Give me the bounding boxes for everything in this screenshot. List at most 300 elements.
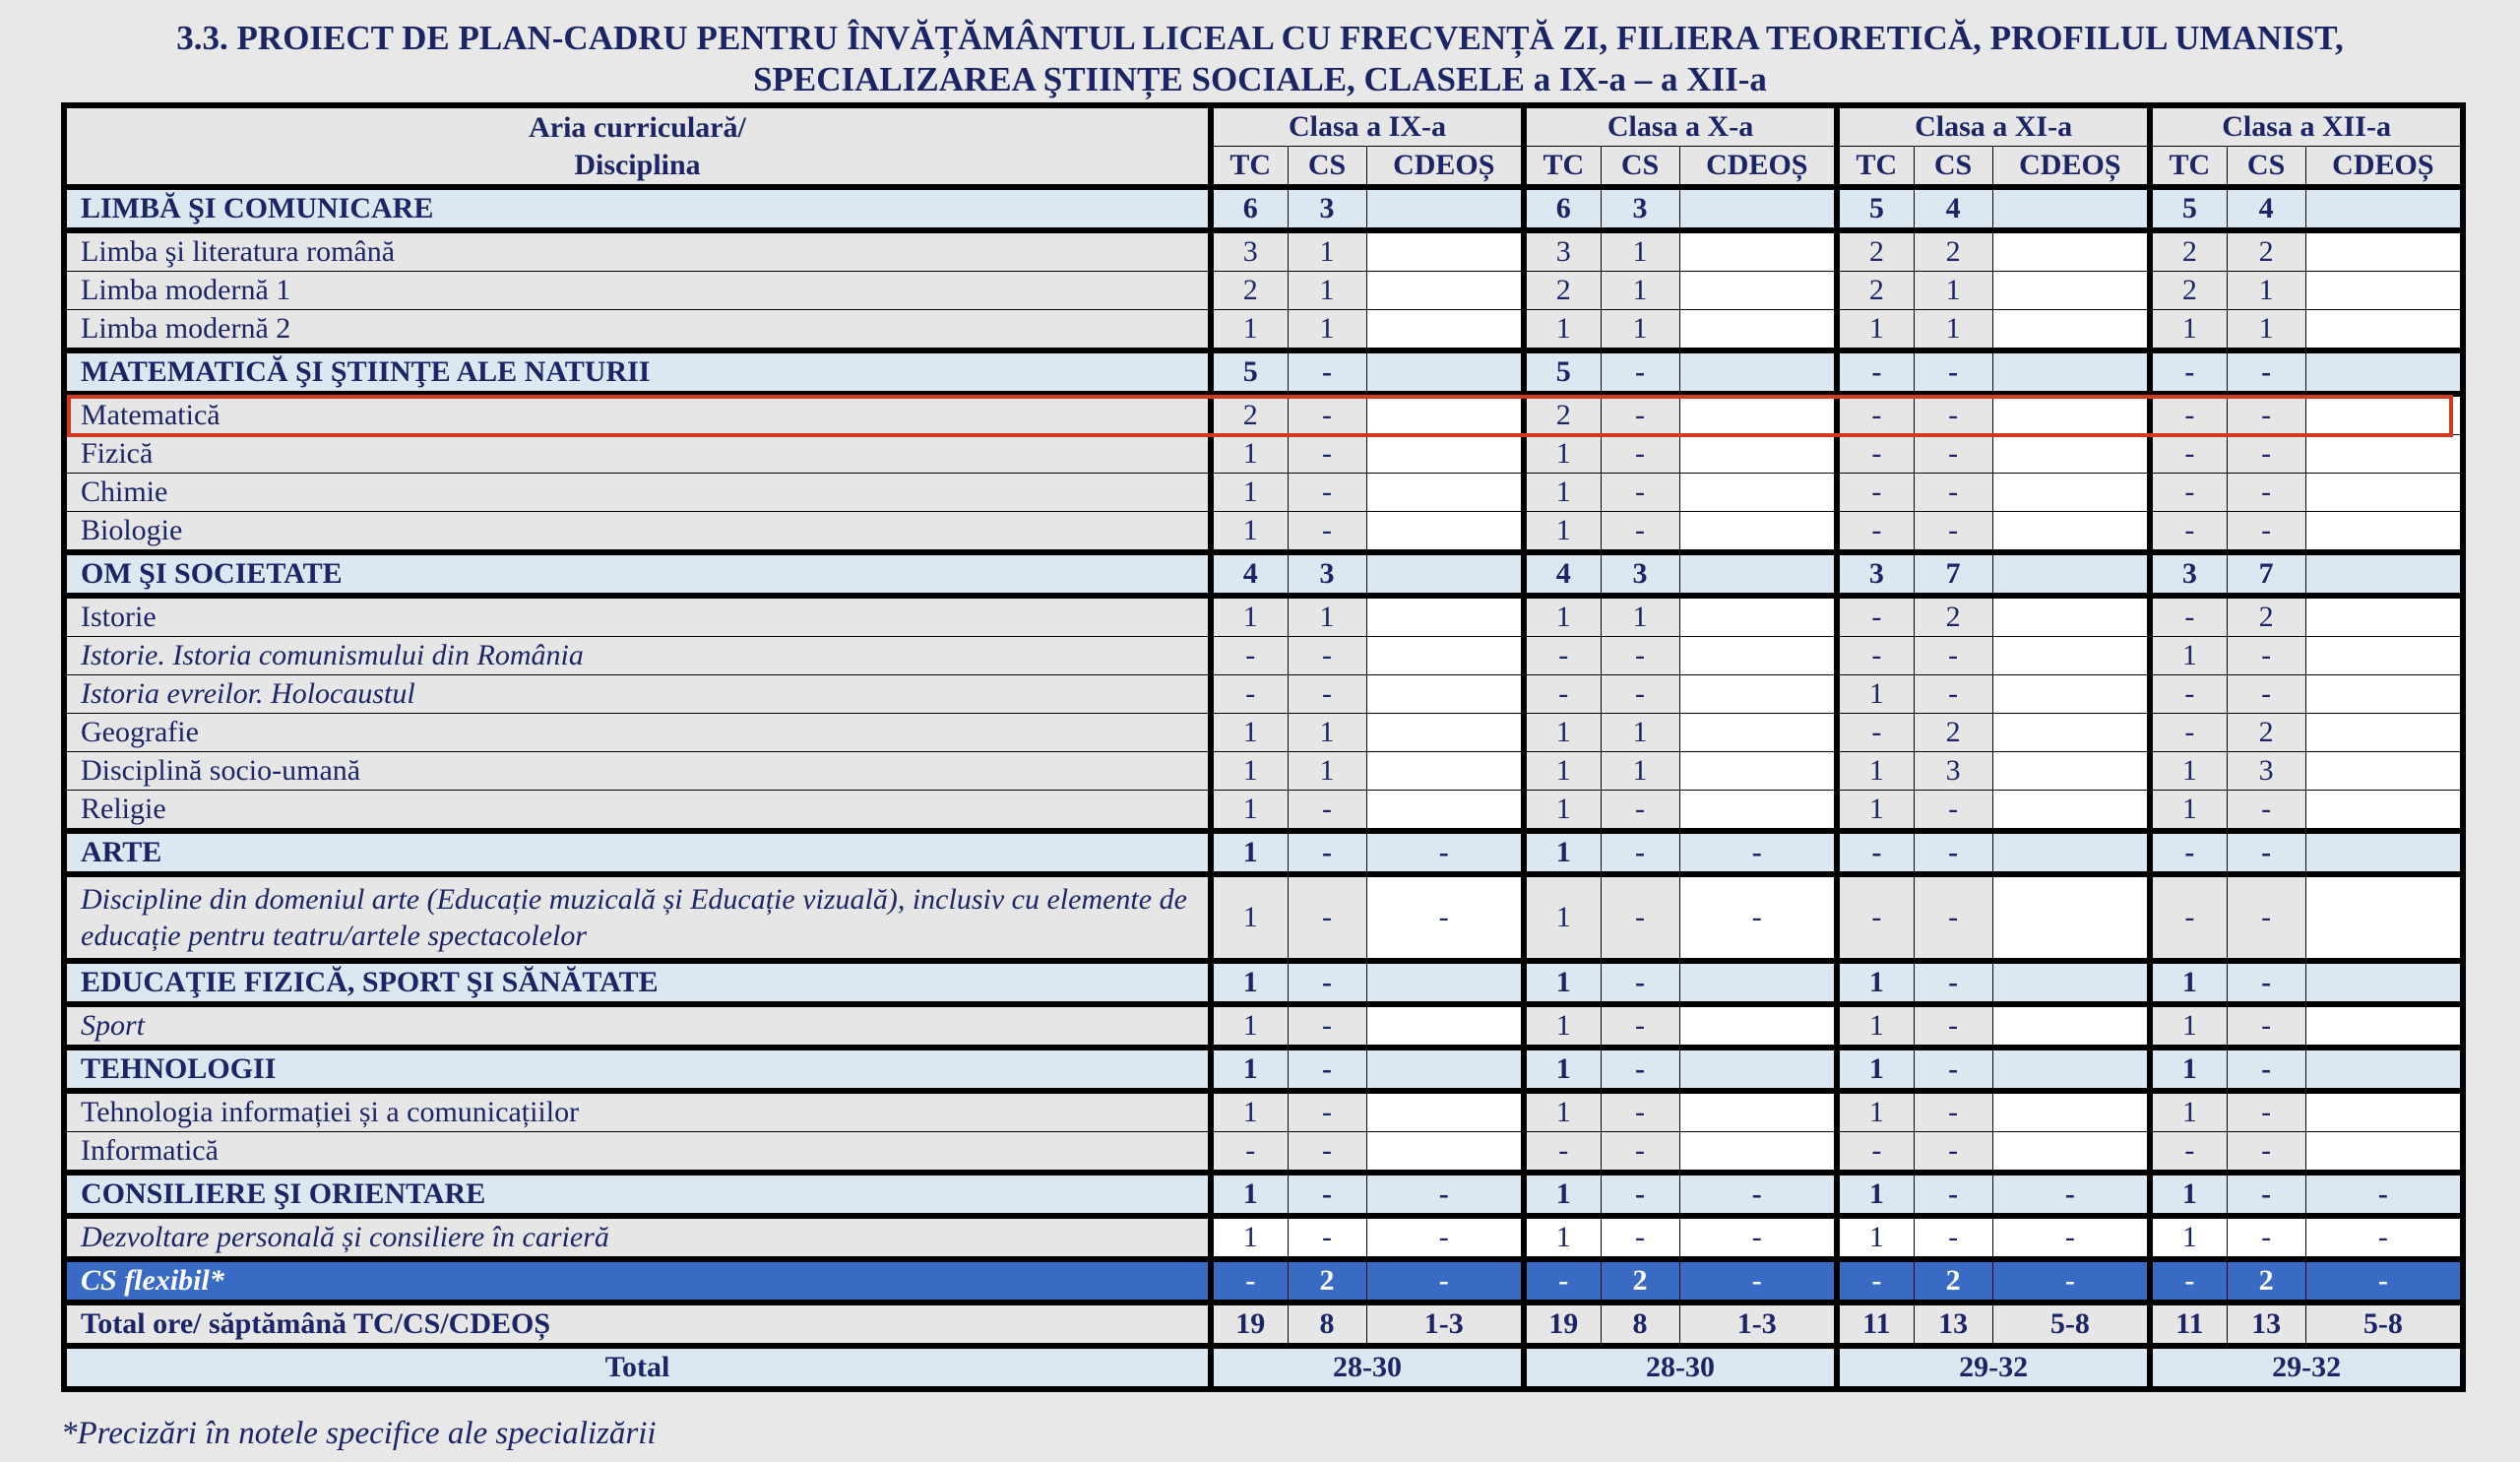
hours-cell: - xyxy=(1601,831,1679,874)
hours-cell: 1 xyxy=(2227,272,2305,310)
hours-cell: - xyxy=(2227,512,2305,553)
hours-cell xyxy=(1992,714,2150,752)
hours-cell: - xyxy=(2227,394,2305,435)
hours-cell: - xyxy=(1601,1004,1679,1048)
hours-cell: 1 xyxy=(1211,310,1288,351)
hours-cell: 3 xyxy=(1601,552,1679,596)
hours-cell: - xyxy=(1914,1004,1992,1048)
discipline-name: Total ore/ săptămână TC/CS/CDEOȘ xyxy=(64,1303,1211,1346)
hours-cell: - xyxy=(1601,791,1679,832)
hours-cell: 13 xyxy=(1914,1303,1992,1346)
hours-cell xyxy=(1366,1004,1524,1048)
curricular-area-row xyxy=(64,187,2463,230)
hours-cell xyxy=(1366,350,1524,394)
hours-cell: 1 xyxy=(1837,961,1914,1004)
hours-cell: 1 xyxy=(1601,272,1679,310)
hours-cell xyxy=(1366,791,1524,832)
hours-cell: - xyxy=(1679,874,1837,961)
hours-cell: 2 xyxy=(2227,230,2305,272)
hours-cell: - xyxy=(1837,1259,1914,1303)
hours-cell: - xyxy=(1288,350,1366,394)
hours-cell: 2 xyxy=(1837,272,1914,310)
discipline-name: Dezvoltare personală și consiliere în carieră xyxy=(64,1216,1211,1259)
hours-cell: - xyxy=(1211,637,1288,675)
hours-cell: 1 xyxy=(1524,512,1601,553)
table-row xyxy=(64,714,2463,752)
hours-cell xyxy=(1679,1004,1837,1048)
hours-cell: - xyxy=(1288,435,1366,474)
hours-cell: - xyxy=(1914,1216,1992,1259)
hours-cell xyxy=(1992,1004,2150,1048)
hours-cell xyxy=(1366,637,1524,675)
hours-cell: - xyxy=(2227,675,2305,714)
hours-cell: - xyxy=(1679,831,1837,874)
header-area-discipline xyxy=(64,105,1211,187)
hours-cell xyxy=(1366,512,1524,553)
hours-cell: - xyxy=(1837,512,1914,553)
title-line-1: 3.3. PROIECT DE PLAN-CADRU PENTRU ÎNVĂȚĂMÂNTUL LICEAL CU FRECVENȚĂ ZI, FILIERA TEORETICĂ, PROFILUL UMANIST, xyxy=(176,19,2344,57)
hours-cell xyxy=(1366,394,1524,435)
hours-cell: 1 xyxy=(1837,1004,1914,1048)
hours-cell xyxy=(1366,961,1524,1004)
hours-cell: - xyxy=(1288,1173,1366,1216)
hours-cell: - xyxy=(2150,596,2227,637)
hours-cell: 3 xyxy=(1914,752,1992,791)
hours-cell: - xyxy=(1601,637,1679,675)
hours-cell xyxy=(1679,310,1837,351)
hours-cell xyxy=(1992,637,2150,675)
hours-cell: 1 xyxy=(1524,1091,1601,1132)
hours-cell: 1 xyxy=(1211,512,1288,553)
hours-cell: 2 xyxy=(1914,714,1992,752)
hours-cell: 2 xyxy=(1524,272,1601,310)
subheader-tc: TC xyxy=(1524,147,1601,188)
hours-cell: 1 xyxy=(1837,1173,1914,1216)
hours-cell xyxy=(1366,752,1524,791)
hours-cell: 1 xyxy=(1601,310,1679,351)
hours-cell: - xyxy=(1288,1216,1366,1259)
hours-cell: 1 xyxy=(2150,310,2227,351)
hours-cell: - xyxy=(1601,512,1679,553)
hours-cell xyxy=(1992,1132,2150,1174)
hours-cell xyxy=(1992,1048,2150,1091)
hours-cell: 1 xyxy=(1211,1048,1288,1091)
hours-cell xyxy=(1366,675,1524,714)
hours-cell: 2 xyxy=(1601,1259,1679,1303)
hours-cell xyxy=(1366,596,1524,637)
hours-cell xyxy=(1679,791,1837,832)
hours-cell xyxy=(1679,552,1837,596)
hours-cell: 5 xyxy=(1211,350,1288,394)
hours-cell: - xyxy=(1288,394,1366,435)
hours-cell: - xyxy=(2227,350,2305,394)
hours-cell: - xyxy=(1601,1216,1679,1259)
hours-cell xyxy=(1679,272,1837,310)
curricular-area-row xyxy=(64,350,2463,394)
hours-cell: - xyxy=(1914,874,1992,961)
hours-cell: - xyxy=(1288,1048,1366,1091)
header-row-classes xyxy=(64,105,2463,147)
grand-total-label: Total xyxy=(64,1346,1211,1389)
grand-total-value: 28-30 xyxy=(1524,1346,1837,1389)
hours-cell: - xyxy=(2150,831,2227,874)
discipline-name: Limba şi literatura română xyxy=(64,230,1211,272)
hours-cell: 19 xyxy=(1211,1303,1288,1346)
hours-cell xyxy=(2305,675,2463,714)
hours-cell: - xyxy=(2227,874,2305,961)
hours-cell: 1-3 xyxy=(1679,1303,1837,1346)
hours-cell: - xyxy=(1524,1259,1601,1303)
hours-cell: 1 xyxy=(2150,961,2227,1004)
hours-cell xyxy=(2305,512,2463,553)
curricular-area-row xyxy=(64,961,2463,1004)
hours-cell xyxy=(1679,637,1837,675)
hours-cell: 2 xyxy=(2227,1259,2305,1303)
hours-cell: - xyxy=(1288,637,1366,675)
hours-cell xyxy=(1679,1048,1837,1091)
hours-cell: 1 xyxy=(2150,1173,2227,1216)
area-name: LIMBĂ ŞI COMUNICARE xyxy=(64,187,1211,230)
hours-cell: - xyxy=(1914,1173,1992,1216)
hours-cell: - xyxy=(2150,474,2227,512)
hours-cell: 3 xyxy=(2150,552,2227,596)
hours-cell: - xyxy=(1837,831,1914,874)
hours-cell xyxy=(1366,474,1524,512)
hours-cell: 1 xyxy=(1601,596,1679,637)
subheader-tc: TC xyxy=(1837,147,1914,188)
curricular-area-row xyxy=(64,1048,2463,1091)
hours-cell xyxy=(1679,752,1837,791)
hours-cell: - xyxy=(2227,791,2305,832)
hours-cell: - xyxy=(1914,791,1992,832)
footnote: *Precizări în notele specifice ale specializării xyxy=(61,1416,657,1451)
hours-cell: 1 xyxy=(1288,714,1366,752)
hours-cell xyxy=(1679,675,1837,714)
hours-cell: - xyxy=(1601,874,1679,961)
hours-cell xyxy=(1992,187,2150,230)
hours-cell: 2 xyxy=(2227,596,2305,637)
discipline-name: Informatică xyxy=(64,1132,1211,1174)
hours-cell: 1 xyxy=(1524,1048,1601,1091)
table-row xyxy=(64,675,2463,714)
hours-cell: 1 xyxy=(1524,791,1601,832)
hours-cell: - xyxy=(1601,350,1679,394)
hours-cell: 3 xyxy=(2227,752,2305,791)
hours-cell: 5 xyxy=(1837,187,1914,230)
hours-cell: - xyxy=(2227,637,2305,675)
hours-cell: - xyxy=(1288,874,1366,961)
hours-cell: 1 xyxy=(2150,1048,2227,1091)
hours-cell: 4 xyxy=(1211,552,1288,596)
hours-cell xyxy=(1992,596,2150,637)
hours-cell xyxy=(2305,1132,2463,1174)
hours-cell xyxy=(1366,1048,1524,1091)
hours-cell: - xyxy=(1837,350,1914,394)
page-title xyxy=(0,18,2520,100)
hours-cell xyxy=(1679,512,1837,553)
table-row xyxy=(64,637,2463,675)
discipline-name: Istoria evreilor. Holocaustul xyxy=(64,675,1211,714)
hours-cell: - xyxy=(2150,394,2227,435)
hours-cell: 2 xyxy=(2150,230,2227,272)
hours-cell: - xyxy=(1992,1259,2150,1303)
hours-cell xyxy=(1992,230,2150,272)
hours-cell: 1 xyxy=(1524,596,1601,637)
hours-cell: 1 xyxy=(1524,752,1601,791)
hours-cell: 2 xyxy=(1914,230,1992,272)
hours-cell xyxy=(2305,394,2463,435)
hours-cell: - xyxy=(1288,1004,1366,1048)
hours-cell: 1 xyxy=(2150,1216,2227,1259)
hours-cell: - xyxy=(1914,1132,1992,1174)
table-row xyxy=(64,310,2463,351)
hours-cell xyxy=(1679,435,1837,474)
hours-cell: - xyxy=(1601,435,1679,474)
hours-cell xyxy=(1366,1091,1524,1132)
hours-cell: 1 xyxy=(1837,310,1914,351)
hours-cell: - xyxy=(1837,474,1914,512)
hours-cell: 1 xyxy=(1211,435,1288,474)
hours-cell: - xyxy=(2150,874,2227,961)
hours-cell: 1 xyxy=(1211,1216,1288,1259)
hours-cell xyxy=(1366,552,1524,596)
hours-cell: - xyxy=(1601,1173,1679,1216)
subheader-cs: CS xyxy=(1914,147,1992,188)
hours-cell: - xyxy=(1211,1132,1288,1174)
hours-cell: - xyxy=(2150,675,2227,714)
subheader-cdeoș: CDEOȘ xyxy=(1366,147,1524,188)
hours-cell: 5-8 xyxy=(2305,1303,2463,1346)
table-row xyxy=(64,752,2463,791)
hours-cell: - xyxy=(1288,675,1366,714)
hours-cell: - xyxy=(2305,1216,2463,1259)
curricular-area-row xyxy=(64,552,2463,596)
table-row xyxy=(64,874,2463,961)
hours-cell: - xyxy=(1679,1173,1837,1216)
discipline-name: Limba modernă 2 xyxy=(64,310,1211,351)
hours-cell: 1 xyxy=(2150,637,2227,675)
hours-cell: - xyxy=(1914,394,1992,435)
table-row xyxy=(64,474,2463,512)
hours-cell xyxy=(1679,394,1837,435)
hours-cell: - xyxy=(1837,637,1914,675)
hours-cell: 11 xyxy=(2150,1303,2227,1346)
hours-cell xyxy=(1992,512,2150,553)
hours-cell: 3 xyxy=(1288,552,1366,596)
hours-cell: 2 xyxy=(1288,1259,1366,1303)
hours-cell: 1 xyxy=(1211,1173,1288,1216)
hours-cell: - xyxy=(1366,874,1524,961)
hours-cell xyxy=(1679,474,1837,512)
hours-cell: 1 xyxy=(1211,791,1288,832)
hours-cell: 1 xyxy=(1524,1173,1601,1216)
hours-cell: 3 xyxy=(1524,230,1601,272)
hours-cell: 3 xyxy=(1837,552,1914,596)
hours-cell: - xyxy=(1992,1173,2150,1216)
hours-cell: 1 xyxy=(2150,791,2227,832)
hours-cell: 1 xyxy=(2150,1091,2227,1132)
hours-cell: - xyxy=(1366,831,1524,874)
hours-cell: 1 xyxy=(1211,831,1288,874)
hours-cell: 4 xyxy=(1914,187,1992,230)
hours-cell: 1-3 xyxy=(1366,1303,1524,1346)
table-row xyxy=(64,1216,2463,1259)
grand-total-row xyxy=(64,1346,2463,1389)
hours-cell: 8 xyxy=(1601,1303,1679,1346)
hours-cell: 1 xyxy=(1288,752,1366,791)
subheader-tc: TC xyxy=(1211,147,1288,188)
subheader-cdeoș: CDEOȘ xyxy=(1992,147,2150,188)
hours-cell xyxy=(2305,552,2463,596)
hours-cell: - xyxy=(1288,961,1366,1004)
hours-cell: - xyxy=(1679,1216,1837,1259)
hours-cell: - xyxy=(2227,1091,2305,1132)
hours-cell xyxy=(1992,874,2150,961)
discipline-name: Tehnologia informației și a comunicațiilor xyxy=(64,1091,1211,1132)
hours-cell: 5 xyxy=(2150,187,2227,230)
table-row xyxy=(64,1132,2463,1174)
grand-total-value: 28-30 xyxy=(1211,1346,1524,1389)
hours-cell xyxy=(2305,714,2463,752)
hours-cell: - xyxy=(1288,831,1366,874)
hours-cell: 1 xyxy=(2227,310,2305,351)
hours-cell xyxy=(1679,961,1837,1004)
hours-cell xyxy=(1992,675,2150,714)
hours-cell xyxy=(1679,714,1837,752)
hours-cell: 1 xyxy=(1211,714,1288,752)
hours-cell: 1 xyxy=(1211,1004,1288,1048)
discipline-name: Matematică xyxy=(64,394,1211,435)
header-area-line2: Disciplina xyxy=(574,148,701,181)
hours-cell: 1 xyxy=(2150,752,2227,791)
hours-cell: 2 xyxy=(1914,596,1992,637)
hours-cell: 1 xyxy=(1288,596,1366,637)
hours-cell xyxy=(1992,310,2150,351)
hours-cell xyxy=(1992,791,2150,832)
hours-cell: - xyxy=(1837,1132,1914,1174)
discipline-name: Disciplină socio-umană xyxy=(64,752,1211,791)
hours-cell xyxy=(1366,435,1524,474)
hours-cell: - xyxy=(1679,1259,1837,1303)
hours-cell: - xyxy=(2227,1132,2305,1174)
hours-cell: - xyxy=(1211,675,1288,714)
hours-cell: 1 xyxy=(1288,272,1366,310)
discipline-name: Fizică xyxy=(64,435,1211,474)
discipline-name: Discipline din domeniul arte (Educație muzicală și Educație vizuală), inclusiv cu elemente de educație pentru teatru/artele spectacolelor xyxy=(64,874,1211,961)
hours-cell: 1 xyxy=(1211,474,1288,512)
hours-cell xyxy=(1992,831,2150,874)
hours-cell: - xyxy=(1601,1132,1679,1174)
hours-cell xyxy=(1992,474,2150,512)
hours-cell xyxy=(1992,272,2150,310)
hours-cell: - xyxy=(2227,831,2305,874)
hours-cell xyxy=(2305,1004,2463,1048)
hours-cell: - xyxy=(2150,350,2227,394)
hours-cell: 1 xyxy=(1211,596,1288,637)
hours-cell: - xyxy=(1366,1216,1524,1259)
subheader-tc: TC xyxy=(2150,147,2227,188)
hours-cell: 1 xyxy=(1524,961,1601,1004)
hours-cell: 1 xyxy=(1524,474,1601,512)
hours-cell: 1 xyxy=(1288,310,1366,351)
hours-cell xyxy=(2305,752,2463,791)
hours-cell: 2 xyxy=(2227,714,2305,752)
hours-cell: 13 xyxy=(2227,1303,2305,1346)
hours-cell xyxy=(1992,1091,2150,1132)
hours-cell: - xyxy=(1524,637,1601,675)
hours-cell xyxy=(1679,1091,1837,1132)
header-class-ix: Clasa a IX-a xyxy=(1211,105,1524,147)
hours-cell: 1 xyxy=(1601,752,1679,791)
hours-cell: - xyxy=(2150,435,2227,474)
hours-cell: 11 xyxy=(1837,1303,1914,1346)
hours-cell: - xyxy=(2150,1132,2227,1174)
table-row xyxy=(64,394,2463,435)
hours-cell: - xyxy=(2150,714,2227,752)
hours-cell: 5-8 xyxy=(1992,1303,2150,1346)
hours-cell xyxy=(1679,596,1837,637)
hours-cell: - xyxy=(1288,512,1366,553)
area-name: EDUCAŢIE FIZICĂ, SPORT ŞI SĂNĂTATE xyxy=(64,961,1211,1004)
hours-cell: - xyxy=(2227,474,2305,512)
hours-cell: 8 xyxy=(1288,1303,1366,1346)
hours-cell: 1 xyxy=(1211,961,1288,1004)
hours-cell: 7 xyxy=(2227,552,2305,596)
hours-cell xyxy=(1679,187,1837,230)
hours-cell: 1 xyxy=(1601,230,1679,272)
discipline-name: Istorie. Istoria comunismului din România xyxy=(64,637,1211,675)
hours-cell xyxy=(2305,272,2463,310)
subheader-cs: CS xyxy=(2227,147,2305,188)
discipline-name: Geografie xyxy=(64,714,1211,752)
hours-cell xyxy=(2305,596,2463,637)
hours-cell xyxy=(1366,230,1524,272)
hours-cell: 2 xyxy=(1211,394,1288,435)
hours-cell: 2 xyxy=(1914,1259,1992,1303)
grand-total-value: 29-32 xyxy=(2150,1346,2463,1389)
hours-cell xyxy=(1366,714,1524,752)
hours-cell: - xyxy=(2227,1173,2305,1216)
hours-cell xyxy=(2305,637,2463,675)
hours-cell: - xyxy=(1837,874,1914,961)
hours-cell: - xyxy=(2305,1259,2463,1303)
area-name: TEHNOLOGII xyxy=(64,1048,1211,1091)
hours-cell: 1 xyxy=(1524,435,1601,474)
hours-cell: - xyxy=(2227,1216,2305,1259)
hours-cell: - xyxy=(1837,714,1914,752)
hours-cell xyxy=(1366,272,1524,310)
hours-cell xyxy=(1366,187,1524,230)
hours-cell: - xyxy=(1914,474,1992,512)
hours-cell xyxy=(1679,1132,1837,1174)
hours-cell xyxy=(2305,874,2463,961)
header-class-x: Clasa a X-a xyxy=(1524,105,1837,147)
hours-cell: - xyxy=(2227,961,2305,1004)
hours-cell: 1 xyxy=(1288,230,1366,272)
hours-cell: - xyxy=(1914,831,1992,874)
hours-cell xyxy=(1679,230,1837,272)
hours-cell: 2 xyxy=(1837,230,1914,272)
hours-cell xyxy=(2305,474,2463,512)
hours-cell xyxy=(1992,394,2150,435)
header-area-line1: Aria curriculară/ xyxy=(529,110,746,144)
hours-cell: 1 xyxy=(1601,714,1679,752)
hours-cell: - xyxy=(1837,596,1914,637)
hours-cell: 4 xyxy=(2227,187,2305,230)
hours-cell xyxy=(1679,350,1837,394)
hours-cell: - xyxy=(1914,675,1992,714)
discipline-name: CS flexibil* xyxy=(64,1259,1211,1303)
